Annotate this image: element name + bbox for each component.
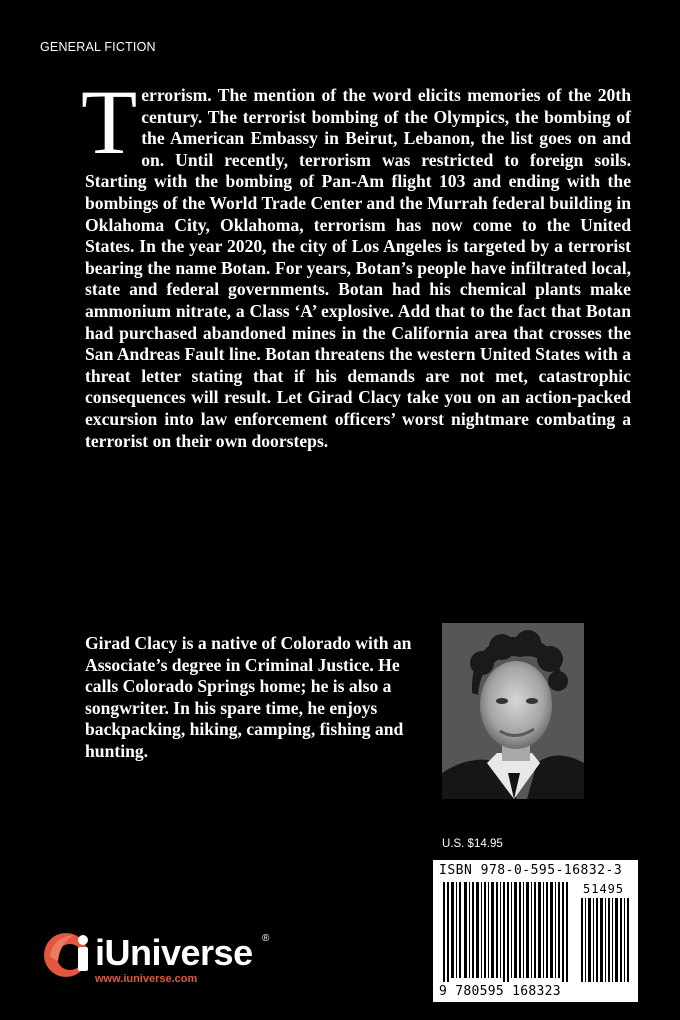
author-bio: Girad Clacy is a native of Colorado with an Associate’s degree in Criminal Justice. He calls Colorado Springs home; he is also a songwriter. In his spare time, he enjoys backpacking, hiking, camping, fishing and hunting. bbox=[85, 633, 412, 761]
publisher-logo bbox=[40, 927, 280, 987]
genre-label: GENERAL FICTION bbox=[40, 40, 156, 54]
publisher-url: www.iuniverse.com bbox=[95, 973, 198, 985]
drop-cap: T bbox=[81, 71, 138, 173]
barcode-bars bbox=[433, 860, 638, 1002]
back-cover-blurb bbox=[81, 71, 631, 452]
isbn-barcode bbox=[433, 860, 638, 1002]
registered-mark: ® bbox=[262, 933, 270, 944]
isbn-label: ISBN 978-0-595-16832-3 bbox=[439, 863, 623, 878]
author-photo bbox=[442, 623, 584, 799]
iuniverse-swirl-icon bbox=[40, 927, 96, 987]
barcode-digits: 9 780595 168323 bbox=[439, 984, 561, 999]
publisher-name: iUniverse bbox=[95, 932, 253, 973]
barcode-addon-digits: 51495 bbox=[583, 882, 625, 896]
blurb-text: errorism. The mention of the word elicits memories of the 20th century. The terrorist bombing of the Olympics, the bombing of the American Embassy in Beirut, Lebanon, the list goes on and on. Until recently, terrorism was restricted to foreign soils. Starting with the bombing of Pan-Am flight 103 and ending with the bombings of the World Trade Center and the Murrah federal building in Oklahoma City, Oklahoma, terrorism has now come to the United States. In the year 2020, the city of Los Angeles is targeted by a terrorist bearing the name Botan. For years, Botan’s people have infiltrated local, state and federal governments. Botan had his chemical plants make ammonium nitrate, a Class ‘A’ explosive. Add that to the fact that Botan had purchased abandoned mines in the California area that crosses the San Andreas Fault line. Botan threatens the western United States with a threat letter stating that if his demands are not met, catastrophic consequences will result. Let Girad Clacy take you on an action-packed excursion into law enforcement officers’ worst nightmare combating a terrorist on their own doorsteps. bbox=[85, 85, 631, 451]
price-label: U.S. $14.95 bbox=[442, 838, 503, 850]
